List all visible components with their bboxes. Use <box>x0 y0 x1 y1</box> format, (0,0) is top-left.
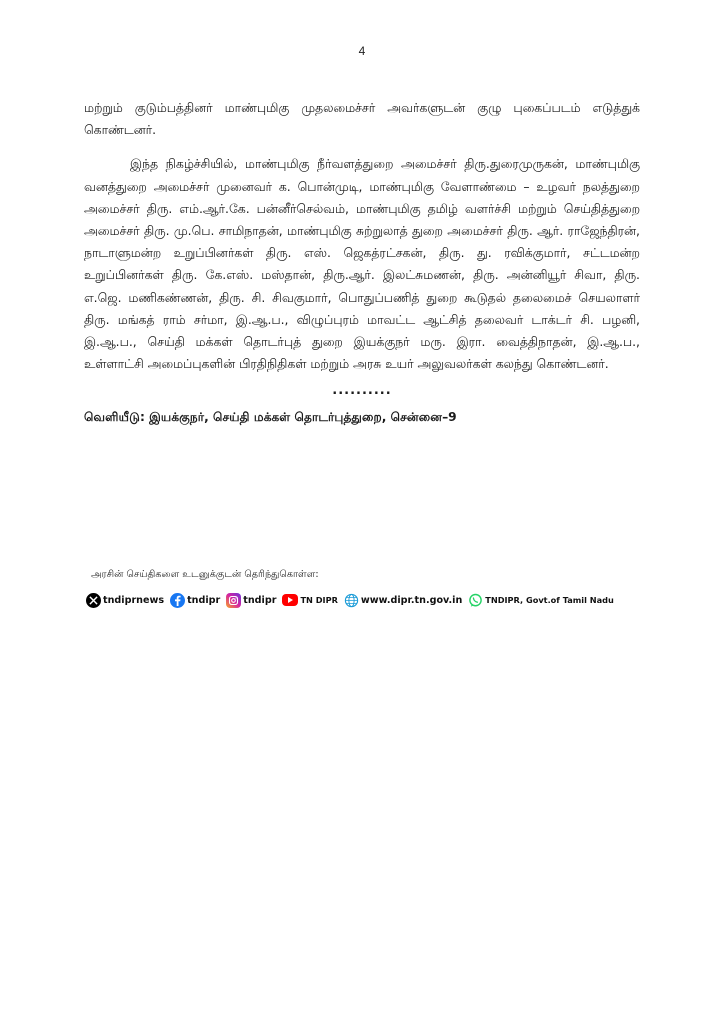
separator: .......... <box>332 383 392 399</box>
globe-icon <box>344 593 359 608</box>
footer-intro: அரசின் செய்திகளை உடனுக்குடன் தெரிந்துகொள்ள: <box>91 569 319 580</box>
social-whatsapp[interactable] <box>468 593 614 608</box>
x-icon <box>86 593 101 608</box>
whatsapp-icon <box>468 593 483 608</box>
social-facebook[interactable] <box>170 593 220 608</box>
social-links <box>86 590 656 610</box>
social-x[interactable] <box>86 593 164 608</box>
paragraph-2: இந்த நிகழ்ச்சியில், மாண்புமிகு நீர்வளத்துறை அமைச்சர் திரு.துரைமுருகன், மாண்புமிகு வனத்துறை அமைச்சர் முனைவர் க. பொன்முடி, மாண்புமிகு வேளாண்மை – உழவர் நலத்துறை அமைச்சர் திரு. எம்.ஆர்.கே. பன்னீர்செல்வம், மாண்புமிகு தமிழ் வளர்ச்சி மற்றும் செய்தித்துறை அமைச்சர் திரு. மு.பெ. சாமிநாதன், மாண்புமிகு சுற்றுலாத் துறை அமைச்சர் திரு. ஆர். ராஜேந்திரன், நாடாளுமன்ற உறுப்பினர்கள் திரு. எஸ். ஜெகத்ரட்சகன், திரு. து. ரவிக்குமார், சட்டமன்ற உறுப்பினர்கள் திரு. கே.எஸ். மஸ்தான், திரு.ஆர். இலட்சுமணன், திரு. அன்னியூர் சிவா, திரு. எ.ஜெ. மணிகண்ணன், திரு. சி. சிவகுமார், பொதுப்பணித் துறை கூடுதல் தலைமைச் செயலாளர் திரு. மங்கத் ராம் சர்மா, இ.ஆ.ப., விழுப்புரம் மாவட்ட ஆட்சித் தலைவர் டாக்டர் சி. பழனி, இ.ஆ.ப., செய்தி மக்கள் தொடர்புத் துறை இயக்குநர் மரு. இரா. வைத்திநாதன், இ.ஆ.ப., உள்ளாட்சி அமைப்புகளின் பிரதிநிதிகள் மற்றும் அரசு உயர் அலுவலர்கள் கலந்து கொண்டனர். <box>84 156 640 372</box>
social-label: tndiprnews <box>103 594 165 606</box>
social-website[interactable] <box>344 593 462 608</box>
instagram-icon <box>226 593 241 608</box>
page-number: 4 <box>358 44 366 58</box>
facebook-icon <box>170 593 185 608</box>
social-label: TN DIPR <box>300 595 338 605</box>
youtube-icon <box>282 594 298 606</box>
document-body <box>84 97 640 426</box>
social-label: www.dipr.tn.gov.in <box>360 594 463 606</box>
social-label: tndipr <box>243 594 277 606</box>
social-youtube[interactable] <box>282 594 337 606</box>
paragraph-1: மற்றும் குடும்பத்தினர் மாண்புமிகு முதலமைச்சர் அவர்களுடன் குழு புகைப்படம் எடுத்துக் கொண்டனர். <box>84 100 640 138</box>
social-label: tndipr <box>187 594 221 606</box>
social-instagram[interactable] <box>226 593 276 608</box>
release-line: வெளியீடு: இயக்குநர், செய்தி மக்கள் தொடர்புத்துறை, சென்னை–9 <box>84 410 457 425</box>
social-label: TNDIPR, Govt.of Tamil Nadu <box>485 595 614 605</box>
